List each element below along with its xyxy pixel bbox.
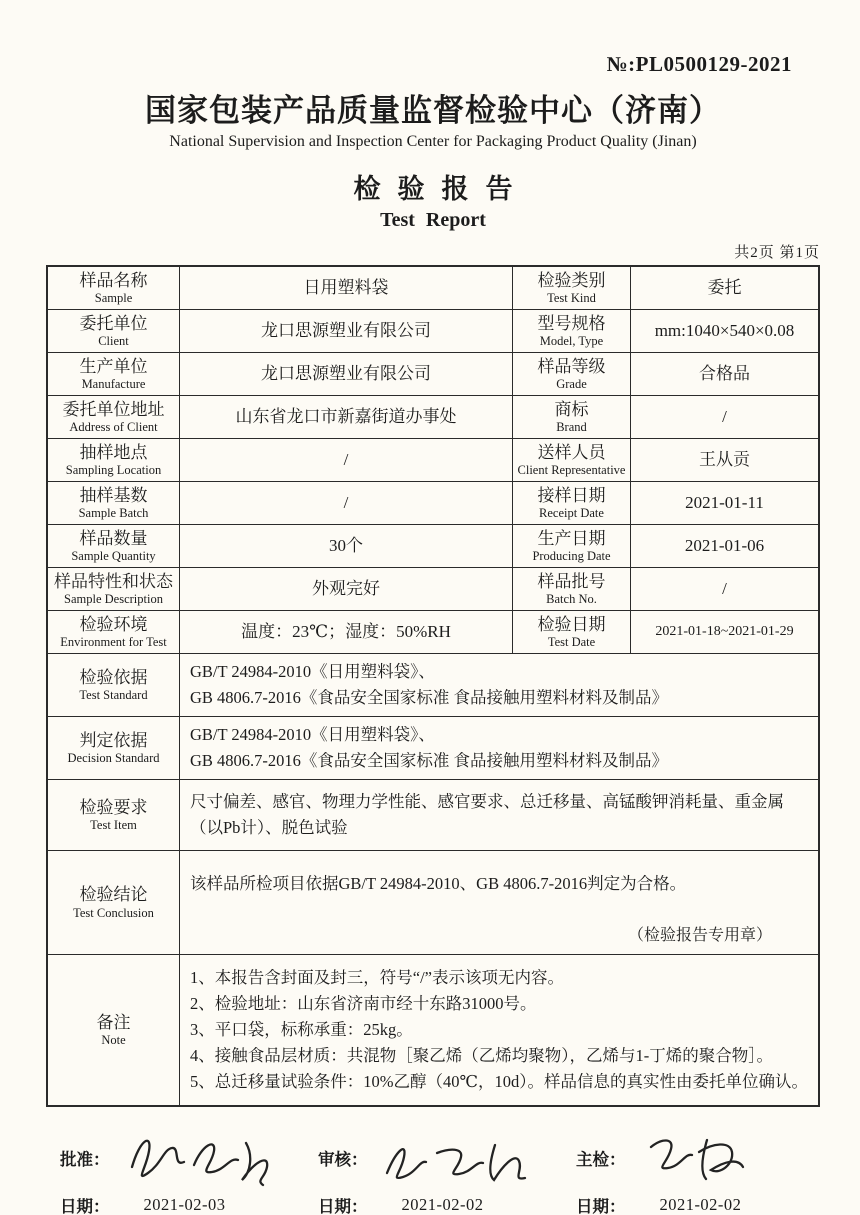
report-table	[46, 265, 820, 1107]
date-label: 日期：	[317, 1197, 368, 1215]
reviewer-signature	[375, 1127, 535, 1189]
date-label: 日期：	[60, 1197, 110, 1215]
stamp-note: （检验报告专用章）	[627, 927, 772, 944]
field-label: 型号规格 Model, Type	[512, 310, 630, 352]
field-label: 检验环境 Environment for Test	[60, 614, 167, 650]
inspector-signature	[633, 1127, 783, 1189]
field-value: 2021-01-18~2021-01-29	[630, 611, 818, 653]
field-value: 合格品	[630, 353, 818, 395]
field-label: 备注 Note	[96, 1012, 131, 1048]
field-label: 检验结论 Test Conclusion	[73, 885, 154, 920]
table-row	[48, 524, 818, 567]
field-label: 样品数量 Sample Quantity	[71, 528, 156, 564]
field-value: /	[179, 482, 512, 524]
review-label: 审核：	[317, 1150, 368, 1169]
approve-label: 批准：	[60, 1150, 110, 1169]
doc-title-en: Test Report	[380, 209, 486, 231]
inspector-date: 2021-02-02	[659, 1195, 742, 1214]
approver-signature	[118, 1127, 278, 1189]
field-value: 日用塑料袋	[179, 267, 512, 309]
field-value: 该样品所检项目依据GB/T 24984-2010、GB 4806.7-2016判定为合格。 （检验报告专用章）	[179, 851, 818, 954]
field-label: 样品批号 Batch No.	[512, 568, 630, 610]
field-value: GB/T 24984-2010《日用塑料袋》、 GB 4806.7-2016《食品安全国家标准 食品接触用塑料材料及制品》	[179, 717, 818, 779]
field-label: 生产日期 Producing Date	[512, 525, 630, 567]
field-label: 委托单位地址 Address of Client	[62, 399, 165, 435]
field-label: 检验依据 Test Standard	[79, 667, 148, 703]
approver-block	[46, 1127, 304, 1215]
table-row-test-item	[48, 779, 818, 850]
field-value: 2021-01-06	[630, 525, 818, 567]
field-value: 1、本报告含封面及封三，符号“/”表示该项无内容。 2、检验地址：山东省济南市经十东路31000号。 3、平口袋，标称承重：25kg。 4、接触食品层材质：共混物［聚乙烯（乙烯均聚物），乙烯与1-丁烯的聚合物］。 5、总迁移量试验条件：10%乙醇（40℃，10d）。样品信息的真实性由委托单位确认。	[179, 955, 818, 1105]
doc-title-cn: 检验报告	[353, 174, 530, 204]
field-label: 检验类别 Test Kind	[512, 267, 630, 309]
signature-area	[46, 1127, 820, 1215]
field-value: 龙口思源塑业有限公司	[179, 353, 512, 395]
field-label: 样品特性和状态 Sample Description	[54, 571, 173, 607]
field-label: 检验要求 Test Item	[79, 797, 148, 833]
field-label: 接样日期 Receipt Date	[512, 482, 630, 524]
table-row-test-conclusion	[48, 850, 818, 954]
field-value: /	[630, 396, 818, 438]
field-value: 30个	[179, 525, 512, 567]
field-label: 商标 Brand	[512, 396, 630, 438]
field-value: 龙口思源塑业有限公司	[179, 310, 512, 352]
field-label: 委托单位 Client	[79, 313, 148, 349]
field-value: 山东省龙口市新嘉街道办事处	[179, 396, 512, 438]
report-number: №:PL0500129-2021	[606, 52, 792, 76]
field-value: /	[179, 439, 512, 481]
field-value: 温度：23℃；湿度：50%RH	[179, 611, 512, 653]
field-label: 样品等级 Grade	[512, 353, 630, 395]
field-value: 2021-01-11	[630, 482, 818, 524]
table-row-test-standard	[48, 653, 818, 716]
field-value: /	[630, 568, 818, 610]
date-label: 日期：	[575, 1197, 626, 1215]
field-value: mm:1040×540×0.08	[630, 310, 818, 352]
field-value: GB/T 24984-2010《日用塑料袋》、 GB 4806.7-2016《食品安全国家标准 食品接触用塑料材料及制品》	[179, 654, 818, 716]
field-label: 生产单位 Manufacture	[79, 356, 148, 392]
review-date: 2021-02-02	[401, 1195, 484, 1214]
center-title-cn: 国家包装产品质量监督检验中心（济南）	[145, 93, 721, 128]
inspector-label: 主检：	[575, 1150, 626, 1169]
table-row	[48, 438, 818, 481]
page-indicator: 共2页 第1页	[734, 245, 820, 261]
table-row-decision-standard	[48, 716, 818, 779]
field-value: 外观完好	[179, 568, 512, 610]
center-title-en: National Supervision and Inspection Center for Packaging Product Quality (Jinan)	[169, 133, 697, 150]
table-row	[48, 567, 818, 610]
table-row-note	[48, 954, 818, 1105]
approve-date: 2021-02-03	[143, 1195, 226, 1214]
table-row	[48, 352, 818, 395]
table-row	[48, 309, 818, 352]
field-value: 委托	[630, 267, 818, 309]
table-row	[48, 395, 818, 438]
inspector-block	[562, 1127, 820, 1215]
field-value: 王从贡	[630, 439, 818, 481]
table-row	[48, 481, 818, 524]
field-value: 尺寸偏差、感官、物理力学性能、感官要求、总迁移量、高锰酸钾消耗量、重金属（以Pb计）、脱色试验	[179, 780, 818, 850]
table-row	[48, 610, 818, 653]
field-label: 判定依据 Decision Standard	[67, 730, 160, 766]
field-label: 抽样地点 Sampling Location	[65, 442, 162, 478]
reviewer-block	[304, 1127, 562, 1215]
table-row	[48, 267, 818, 309]
field-label: 送样人员 Client Representative	[512, 439, 630, 481]
field-label: 样品名称 Sample	[79, 270, 148, 306]
field-label: 抽样基数 Sample Batch	[78, 485, 149, 521]
field-label: 检验日期 Test Date	[512, 611, 630, 653]
